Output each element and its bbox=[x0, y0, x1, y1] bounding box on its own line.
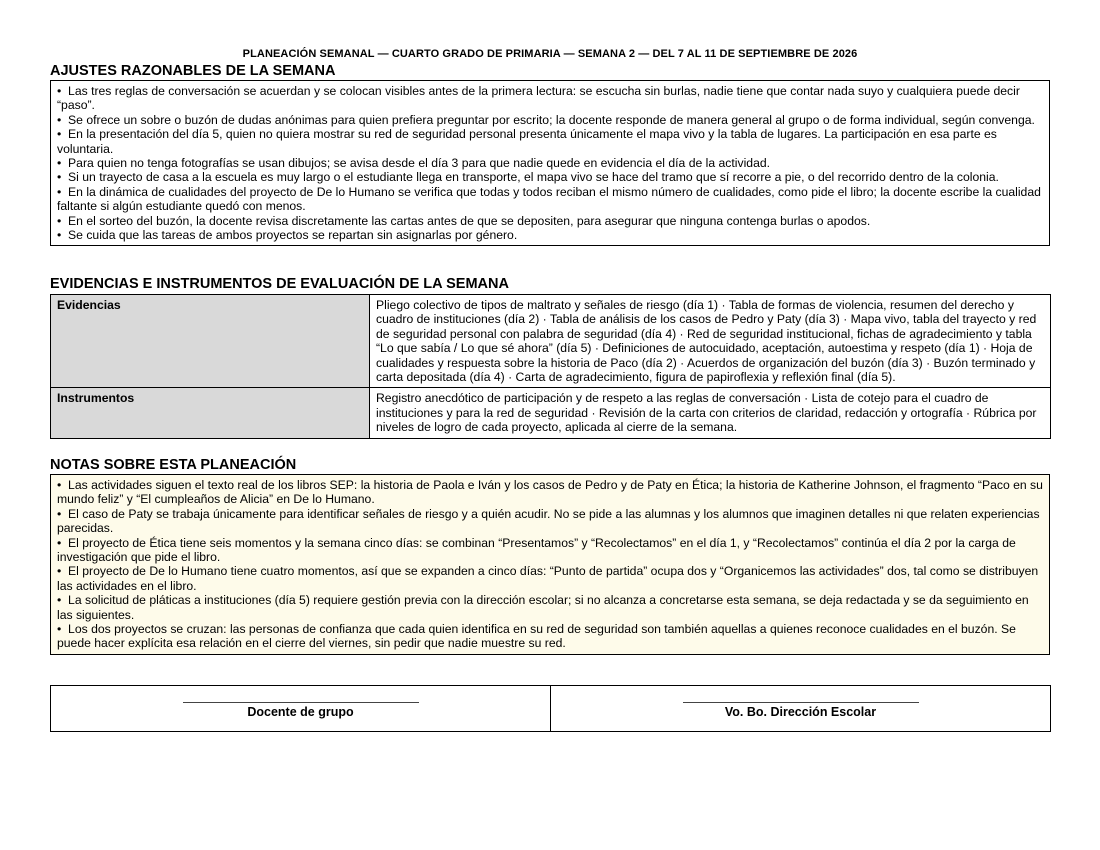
ajustes-item: • En la presentación del día 5, quien no quiera mostrar su red de seguridad personal presenta únicamente el mapa vivo y la tabla de lugares. La participación en esa parte es voluntaria. bbox=[57, 127, 1043, 156]
document-title: PLANEACIÓN SEMANAL — CUARTO GRADO DE PRIMARIA — SEMANA 2 — DEL 7 AL 11 DE SEPTIEMBRE DE 2026 bbox=[242, 48, 858, 60]
ajustes-item: • En la dinámica de cualidades del proyecto de De lo Humano se verifica que todas y todos reciban el mismo número de cualidades, como pide el libro; la docente escribe la cualidad faltante si algún estudiante quedó con menos. bbox=[57, 185, 1043, 214]
notas-list bbox=[51, 475, 1049, 654]
notas-item: • Las actividades siguen el texto real de los libros SEP: la historia de Paola e Iván y los casos de Pedro y de Paty en Ética; la historia de Katherine Johnson, el fragmento “Paco en su mundo feliz” y “El cumpleaños de Alicia” en De lo Humano. bbox=[57, 478, 1043, 507]
ajustes-item: • En el sorteo del buzón, la docente revisa discretamente las cartas antes de que se depositen, para asegurar que ninguna contenga burlas o apodos. bbox=[57, 214, 1043, 228]
instrumentos-text: Registro anecdótico de participación y de respeto a las reglas de conversación · Lista de cotejo para el cuadro de instituciones y para la red de seguridad · Revisión de la carta con criterios de claridad, redacción y ortografía · Rúbrica por niveles de logro de cada proyecto, aplicada al cierre de la semana. bbox=[370, 388, 1051, 438]
instrumentos-label: Instrumentos bbox=[51, 388, 370, 438]
notas-item: • El proyecto de Ética tiene seis momentos y la semana cinco días: se combinan “Presentamos” y “Recolectamos” en el día 1, y “Recolectamos” continúa el día 2 por la carga de investigación que pide el libro. bbox=[57, 536, 1043, 565]
ajustes-item: • Para quien no tenga fotografías se usan dibujos; se avisa desde el día 3 para que nadie quede en evidencia el día de la actividad. bbox=[57, 156, 1043, 170]
ajustes-item: • Se ofrece un sobre o buzón de dudas anónimas para quien prefiera preguntar por escrito; la docente responde de manera general al grupo o de forma individual, según convenga. bbox=[57, 113, 1043, 127]
signature-label-direccion: Vo. Bo. Dirección Escolar bbox=[724, 705, 877, 719]
table-row bbox=[51, 295, 1051, 388]
notas-item: • El proyecto de De lo Humano tiene cuatro momentos, así que se expanden a cinco días: “Punto de partida” ocupa dos y “Organicemos las actividades” dos, tal como se distribuyen las actividades en el libro. bbox=[57, 564, 1043, 593]
evaluacion-table bbox=[50, 294, 1051, 439]
ajustes-list bbox=[51, 81, 1049, 245]
table-row bbox=[51, 388, 1051, 438]
notas-box bbox=[50, 474, 1050, 655]
ajustes-item: • Las tres reglas de conversación se acuerdan y se colocan visibles antes de la primera lectura: se escucha sin burlas, nadie tiene que contar nada suyo y cualquiera puede decir “paso”. bbox=[57, 84, 1043, 113]
signature-cell-docente bbox=[51, 686, 551, 732]
notas-item: • Los dos proyectos se cruzan: las personas de confianza que cada quien identifica en su red de seguridad son también aquellas a quienes reconoce cualidades en el buzón. Se puede hacer explícita esa relación en el cierre del viernes, sin pedir que nadie muestre su red. bbox=[57, 622, 1043, 651]
table-row bbox=[51, 686, 1051, 732]
evaluacion-heading: EVIDENCIAS E INSTRUMENTOS DE EVALUACIÓN DE LA SEMANA bbox=[50, 276, 509, 292]
notas-heading: NOTAS SOBRE ESTA PLANEACIÓN bbox=[50, 457, 297, 473]
evidencias-label: Evidencias bbox=[51, 295, 370, 388]
ajustes-item: • Si un trayecto de casa a la escuela es muy largo o el estudiante llega en transporte, el mapa vivo se hace del tramo que sí recorre a pie, o del recorrido dentro de la colonia. bbox=[57, 170, 1043, 184]
evidencias-text: Pliego colectivo de tipos de maltrato y señales de riesgo (día 1) · Tabla de formas de violencia, resumen del derecho y cuadro de instituciones (día 2) · Tabla de análisis de los casos de Pedro y Paty (día 3) · Mapa vivo, tabla del trayecto y red de seguridad personal con palabra de seguridad (día 4) · Red de seguridad institucional, fichas de agradecimiento y tabla “Lo que sabía / Lo que sé ahora” (día 5) · Definiciones de autocuidado, aceptación, autoestima y respeto (día 1) · Hoja de cualidades y respuesta sobre la historia de Paco (día 2) · Acuerdos de organización del buzón (día 3) · Buzón terminado y carta depositada (día 4) · Carta de agradecimiento, figura de papiroflexia y reflexión final (día 5). bbox=[370, 295, 1051, 388]
signature-label-docente: Docente de grupo bbox=[247, 705, 354, 719]
signature-table bbox=[50, 685, 1051, 732]
ajustes-box bbox=[50, 80, 1050, 246]
signature-line bbox=[183, 694, 419, 703]
signature-cell-direccion bbox=[551, 686, 1051, 732]
ajustes-item: • Se cuida que las tareas de ambos proyectos se repartan sin asignarlas por género. bbox=[57, 228, 1043, 242]
notas-item: • El caso de Paty se trabaja únicamente para identificar señales de riesgo y a quién acudir. No se pide a las alumnas y los alumnos que imaginen detalles ni que relaten experiencias parecidas. bbox=[57, 507, 1043, 536]
notas-item: • La solicitud de pláticas a instituciones (día 5) requiere gestión previa con la dirección escolar; si no alcanza a concretarse esta semana, se deja redactada y se da seguimiento en las siguientes. bbox=[57, 593, 1043, 622]
ajustes-heading: AJUSTES RAZONABLES DE LA SEMANA bbox=[50, 63, 336, 79]
signature-line bbox=[683, 694, 919, 703]
